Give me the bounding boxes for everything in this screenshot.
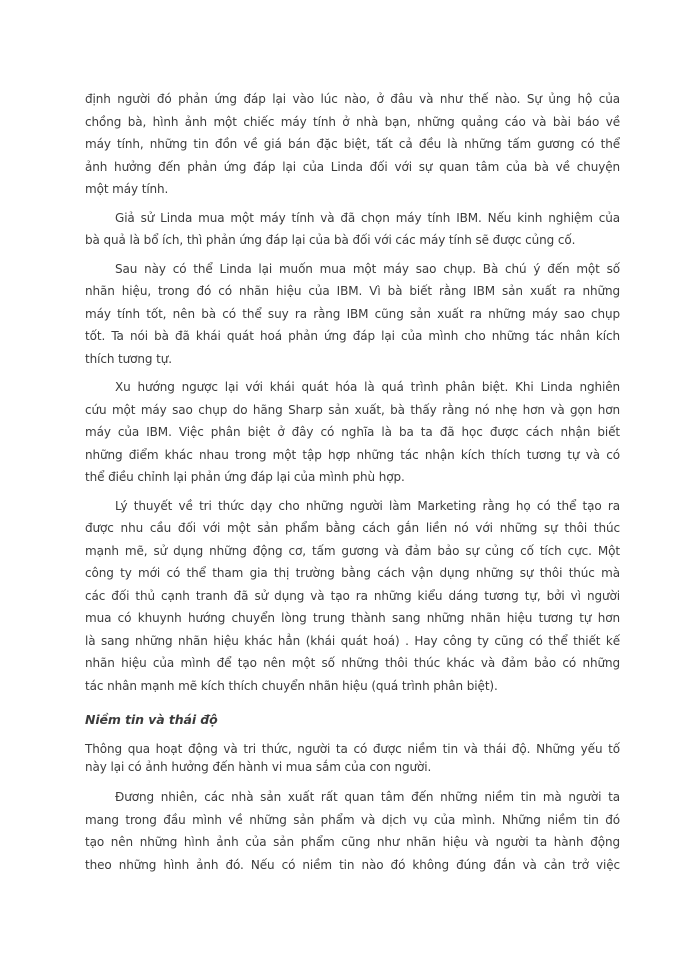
paragraph [85, 786, 620, 876]
text-line: Đương nhiên, các nhà sản xuất rất quan tâm đến những niềm tin mà người ta [115, 790, 620, 804]
text-line: các đối thủ cạnh tranh đã sử dụng và tạo ra những kiểu dáng tương tự, bởi vì người [85, 588, 620, 603]
text-line: ảnh hưởng đến phản ứng đáp lại của Linda đối với sự quan tâm của bà về chuyện [85, 159, 620, 174]
paragraph [85, 741, 620, 776]
text-line: mạnh mẽ, sử dụng những động cơ, tấm gương và đảm bảo sự củng cố tích cực. Một [85, 543, 620, 558]
text-line: máy của IBM. Việc phân biệt ở đây có nghĩa là ba ta đã học được cách nhận biết [85, 425, 620, 439]
text-line: bà quả là bổ ích, thì phản ứng đáp lại của bà đối với các máy tính sẽ được củng cố. [85, 233, 576, 247]
text-line: tạo nên những hình ảnh của sản phẩm cũng như nhãn hiệu và người ta hành động [85, 835, 620, 849]
paragraph [85, 376, 620, 489]
text-line: những điểm khác nhau trong một tập hợp những tác nhận kích thích tương tự và có [85, 447, 620, 462]
paragraph [85, 88, 620, 201]
paragraph [85, 207, 620, 252]
text-line: công ty mới có thể tham gia thị trường bằng cách vận dụng những sự thôi thúc mà [85, 566, 620, 580]
text-line: định người đó phản ứng đáp lại vào lúc nào, ở đâu và như thế nào. Sự ủng hộ của [85, 92, 620, 106]
paragraph [85, 495, 620, 698]
section-heading: Niềm tin và thái độ [85, 712, 218, 727]
text-line: theo những hình ảnh đó. Nếu có niềm tin nào đó không đúng đắn và cản trở việc [85, 857, 620, 872]
text-line: tốt. Ta nói bà đã khái quát hoá phản ứng đáp lại của mình cho những tác nhân kích [85, 329, 620, 343]
text-line: thích tương tự. [85, 351, 172, 366]
text-block [85, 88, 620, 882]
text-line: chồng bà, hình ảnh một chiếc máy tính ở nhà bạn, những quảng cáo và bài báo về [85, 114, 620, 129]
text-line: cứu một máy sao chụp do hãng Sharp sản xuất, bà thấy rằng nó nhẹ hơn và gọn hơn [85, 402, 620, 417]
text-line: Xu hướng ngược lại với khái quát hóa là quá trình phân biệt. Khi Linda nghiên [115, 380, 620, 394]
text-line: tác nhân mạnh mẽ kích thích chuyển nhãn hiệu (quá trình phân biệt). [85, 678, 498, 693]
text-line: này lại có ảnh hưởng đến hành vi mua sắm của con người. [85, 759, 432, 774]
text-line: máy tính tốt, nên bà có thể suy ra rằng IBM cũng sản xuất ra những máy sao chụp [85, 306, 620, 321]
text-line: một máy tính. [85, 182, 169, 196]
text-line: là sang những nhãn hiệu khác hẳn (khái quát hoá) . Hay công ty cũng có thể thiết kế [85, 633, 620, 648]
paragraph [85, 258, 620, 371]
text-line: Giả sử Linda mua một máy tính và đã chọn máy tính IBM. Nếu kinh nghiệm của [115, 210, 620, 225]
text-line: Thông qua hoạt động và tri thức, người ta có được niềm tin và thái độ. Những yếu tố [85, 742, 620, 756]
text-line: mang trong đầu mình về những sản phẩm và dịch vụ của mình. Những niềm tin đó [85, 812, 620, 827]
text-line: Sau này có thể Linda lại muốn mua một máy sao chụp. Bà chú ý đến một số [115, 261, 620, 276]
text-line: mua có khuynh hướng chuyển lòng trung thành sang những nhãn hiệu tương tự hơn [85, 611, 620, 625]
text-line: máy tính, những tin đồn về giá bán đặc biệt, tất cả đều là những tấm gương có thể [85, 137, 620, 151]
text-line: nhãn hiệu của mình để tạo nên một số những thôi thúc khác và đảm bảo có những [85, 656, 620, 670]
text-line: thể điều chỉnh lại phản ứng đáp lại của mình phù hợp. [85, 470, 405, 484]
text-line: được nhu cầu đối với một sản phẩm bằng cách gắn liền nó với những sự thôi thúc [85, 521, 620, 535]
text-line: nhãn hiệu, trong đó có nhãn hiệu của IBM. Vì bà biết rằng IBM sản xuất ra những [85, 284, 620, 298]
text-line: Lý thuyết về tri thức dạy cho những người làm Marketing rằng họ có thể tạo ra [115, 498, 620, 513]
